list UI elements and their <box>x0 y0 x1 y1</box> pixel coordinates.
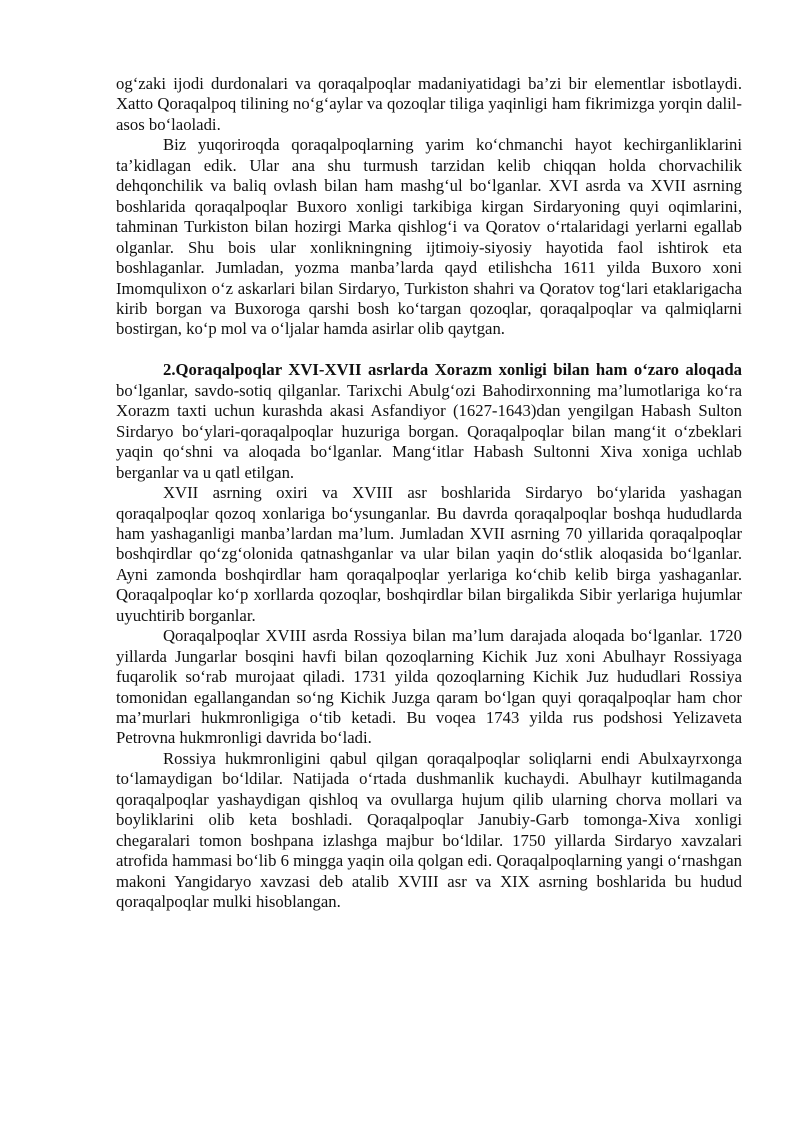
section-heading: 2.Qoraqalpoqlar XVI-XVII asrlarda Xorazm xonligi bilan ham o‘zaro aloqada <box>163 360 742 380</box>
section-2-body: bo‘lganlar, savdo-sotiq qilganlar. Tarixchi Abulg‘ozi Bahodirxonning ma’lumotlariga ko‘ra Xorazm taxti uchun kurashda akasi Asfandiyor (1627-1643)dan yengilgan Habash Sulton Sirdaryo bo‘ylari-qoraqalpoqlar huzuriga borgan. Qoraqalpoqlar bilan mang‘it o‘zbeklari yaqin qo‘shni va aloqada bo‘lganlar. Mang‘itlar Habash Sultonni Xiva xoniga uchlab berganlar va u qatl etilgan. <box>116 380 742 482</box>
paragraph-section-2 <box>116 360 742 483</box>
paragraph-seminomadic-life: Biz yuqoriroqda qoraqalpoqlarning yarim ko‘chmanchi hayot kechirganliklarini ta’kidlagan edik. Ular ana shu turmush tarzidan kelib chiqqan holda chorvachilik dehqonchilik va baliq ovlash bilan ham mashg‘ul bo‘lganlar. XVI asrda va XVII asrning boshlarida qoraqalpoqlar Buxoro xonligi tarkibiga kirgan Sirdaryoning quyi oqimlarini, tahminan Turkiston bilan hozirgi Marka qishlog‘i va Qoratov o‘rtalaridagi yerlarni egallab olganlar. Shu bois ular xonlikningning ijtimoiy-siyosiy hayotida faol ishtirok eta boshlaganlar. Jumladan, yozma manba’larda qayd etilishcha 1611 yilda Buxoro xoni Imomqulixon o‘z askarlari bilan Sirdaryo, Turkiston shahri va Qoratov tog‘lari etaklarigacha kirib borgan va Buxoroga qarshi bosh ko‘targan qozoqlar, qoraqalpoqlar va qalmiqlarni bostirgan, ko‘p mol va o‘ljalar hamda asirlar olib qaytgan. <box>116 135 742 339</box>
paragraph-russian-rule: Rossiya hukmronligini qabul qilgan qoraqalpoqlar soliqlarni endi Abulxayrxonga to‘lamaydigan bo‘ldilar. Natijada o‘rtada dushmanlik kuchaydi. Abulhayr kutilmaganda qoraqalpoqlar yashaydigan qishloq va ovullarga hujum qilib ularning chorva mollari va boyliklarini olib keta boshladi. Qoraqalpoqlar Janubiy-Garb tomonga-Xiva xonligi chegaralari tomon boshpana izlashga majbur bo‘ldilar. 1750 yillarda Sirdaryo xavzalari atrofida hammasi bo‘lib 6 mingga yaqin oila qolgan edi. Qoraqalpoqlarning yangi o‘rnashgan makoni Yangidaryo xavzasi deb atalib XVIII asr va XIX asrning boshlarida bu hudud qoraqalpoqlar mulki hisoblangan. <box>116 748 742 912</box>
document-page <box>116 74 742 913</box>
paragraph-russia-relations: Qoraqalpoqlar XVIII asrda Rossiya bilan ma’lum darajada aloqada bo‘lganlar. 1720 yillarda Jungarlar bosqini havfi bilan qozoqlarning Kichik Juz xoni Abulhayr Rossiyaga fuqarolik so‘rab murojaat qiladi. 1731 yilda qozoqlarning Kichik Juz hududlari Rossiya tomonidan egallangandan so‘ng Kichik Juzga qaram bo‘lgan quyi qoraqalpoqlar ham chor ma’murlari hukmronligiga o‘tib ketadi. Bu voqea 1743 yilda rus podshosi Yelizaveta Petrovna hukmronligi davrida bo‘ladi. <box>116 626 742 748</box>
paragraph-spacer <box>116 340 742 360</box>
paragraph-continuation: og‘zaki ijodi durdonalari va qoraqalpoqlar madaniyatidagi ba’zi bir elementlar isbotlaydi. Xatto Qoraqalpoq tilining no‘g‘aylar va qozoqlar tiliga yaqinligi ham fikrimizga yorqin dalil-asos bo‘laoladi. <box>116 74 742 134</box>
paragraph-kazakh-khans: XVII asrning oxiri va XVIII asr boshlarida Sirdaryo bo‘ylarida yashagan qoraqalpoqlar qozoq xonlariga bo‘ysunganlar. Bu davrda qoraqalpoqlar boshqa hududlarda ham yashaganligi manba’lardan ma’lum. Jumladan XVII asrning 70 yillarida qoraqalpoqlar boshqirdlar qo‘zg‘olonida qatnashganlar va ular bilan yaqin do‘stlik aloqasida bo‘lganlar. Ayni zamonda boshqirdlar ham qoraqalpoqlar yerlariga ko‘chib kelib birga yashaganlar. Qoraqalpoqlar ko‘p xorllarda qozoqlar, boshqirdlar bilan birgalikda Sibir yerlariga hujumlar uyuchtirib borganlar. <box>116 483 742 625</box>
